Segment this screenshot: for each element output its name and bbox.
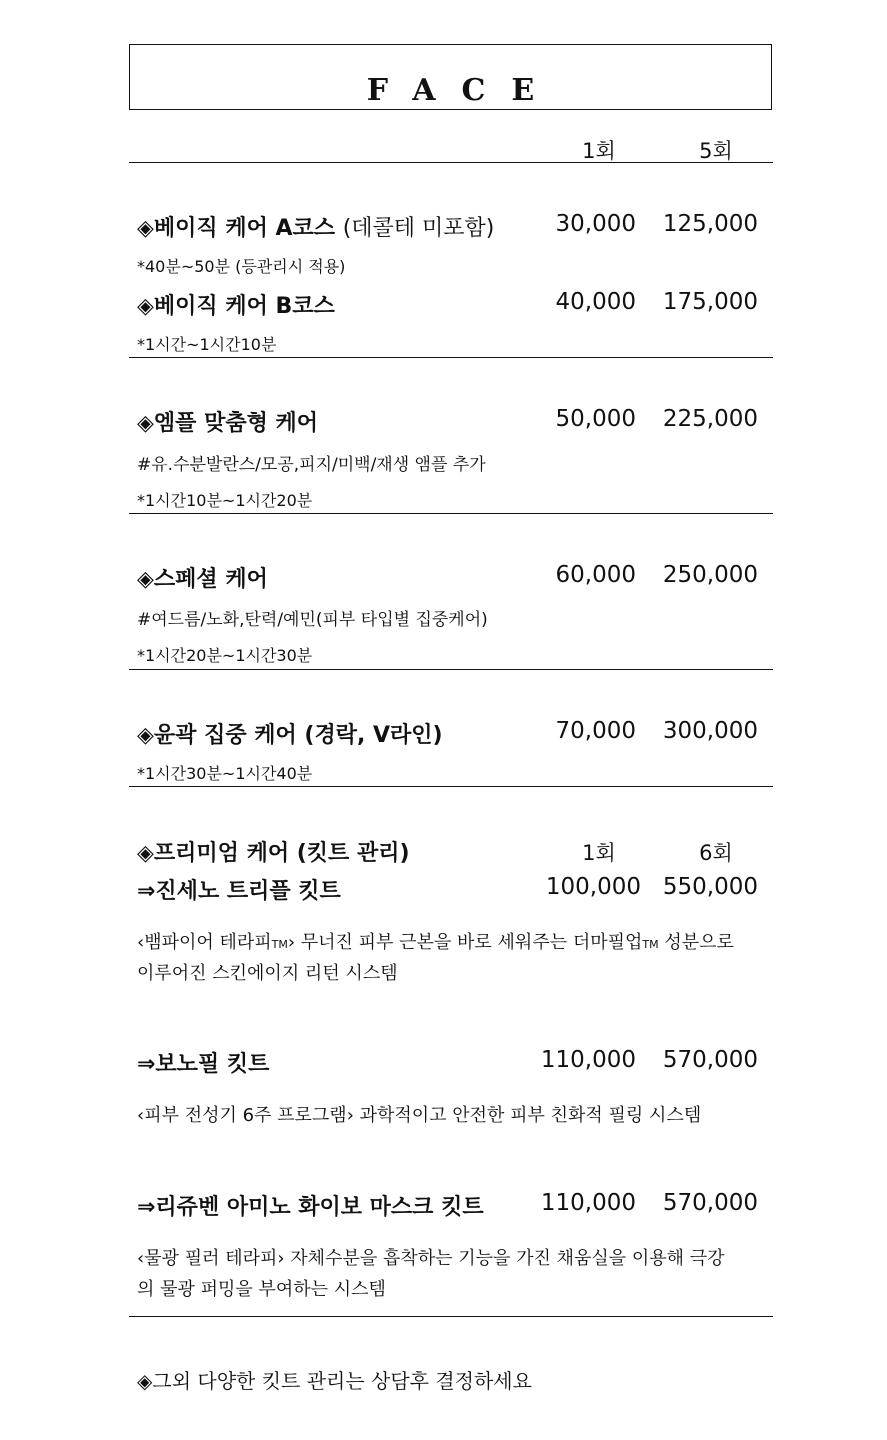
price-package: 550,000 [662,874,758,900]
item-note: *1시간10분~1시간20분 [137,491,313,510]
page-title: FACE [366,73,561,108]
kit-description: 이루어진 스킨에이지 리턴 시스템 [137,963,398,984]
title-box [129,44,772,110]
item-name: ◈엠플 맞춤형 케어 [137,411,319,436]
price-single: 30,000 [555,211,636,237]
price-package: 570,000 [662,1047,758,1073]
kit-description: 의 물광 퍼밍을 부여하는 시스템 [137,1279,386,1300]
item-note: *1시간~1시간10분 [137,335,277,354]
price-single: 40,000 [555,289,636,315]
item-note: *40분~50분 (등관리시 적용) [137,257,346,276]
price-package: 225,000 [662,406,758,432]
trademark-mark: TM [642,938,659,951]
price-single: 70,000 [555,718,636,744]
item-detail: #여드름/노화,탄력/예민(피부 타입별 집중케어) [137,610,488,630]
premium-column-header-1: 1회 [582,841,616,865]
column-header-5: 5회 [699,139,733,163]
item-detail: #유.수분발란스/모공,피지/미백/재생 앰플 추가 [137,455,486,475]
kit-name: ⇒진세노 트리플 킷트 [137,879,341,904]
item-note: *1시간20분~1시간30분 [137,646,313,665]
divider [129,513,773,514]
kit-description: ‹피부 전성기 6주 프로그램› 과학적이고 안전한 피부 친화적 필링 시스템 [137,1105,702,1126]
price-single: 110,000 [540,1047,636,1073]
item-name: ◈윤곽 집중 케어 (경락, V라인) [137,723,443,748]
divider [129,357,773,358]
price-single: 50,000 [555,406,636,432]
price-single: 60,000 [555,562,636,588]
price-package: 125,000 [662,211,758,237]
price-package: 570,000 [662,1190,758,1216]
kit-name: ⇒보노필 킷트 [137,1052,270,1077]
price-package: 250,000 [662,562,758,588]
item-name: ◈스페셜 케어 [137,567,268,592]
item-name: ◈베이직 케어 A코스 (데콜테 미포함) [137,216,495,241]
divider [129,1316,773,1317]
premium-column-header-6: 6회 [699,841,733,865]
price-package: 300,000 [662,718,758,744]
column-header-1: 1회 [582,139,616,163]
kit-description: ‹물광 필러 테라피› 자체수분을 흡착하는 기능을 가진 채움실을 이용해 극강 [137,1248,725,1269]
price-single: 100,000 [545,874,641,900]
kit-description: ‹뱀파이어 테라피TM› 무너진 피부 근본을 바로 세워주는 더마필업TM 성분으로 [137,932,734,953]
item-name: ◈베이직 케어 B코스 [137,294,335,319]
price-single: 110,000 [540,1190,636,1216]
item-note: *1시간30분~1시간40분 [137,764,313,783]
divider [129,669,773,670]
kit-name: ⇒리쥬벤 아미노 화이보 마스크 킷트 [137,1195,484,1220]
premium-title: ◈프리미엄 케어 (킷트 관리) [137,841,410,866]
footer-note: ◈그외 다양한 킷트 관리는 상담후 결정하세요 [137,1369,532,1393]
trademark-mark: TM [271,938,288,951]
divider [129,786,773,787]
divider [129,162,773,163]
price-package: 175,000 [662,289,758,315]
